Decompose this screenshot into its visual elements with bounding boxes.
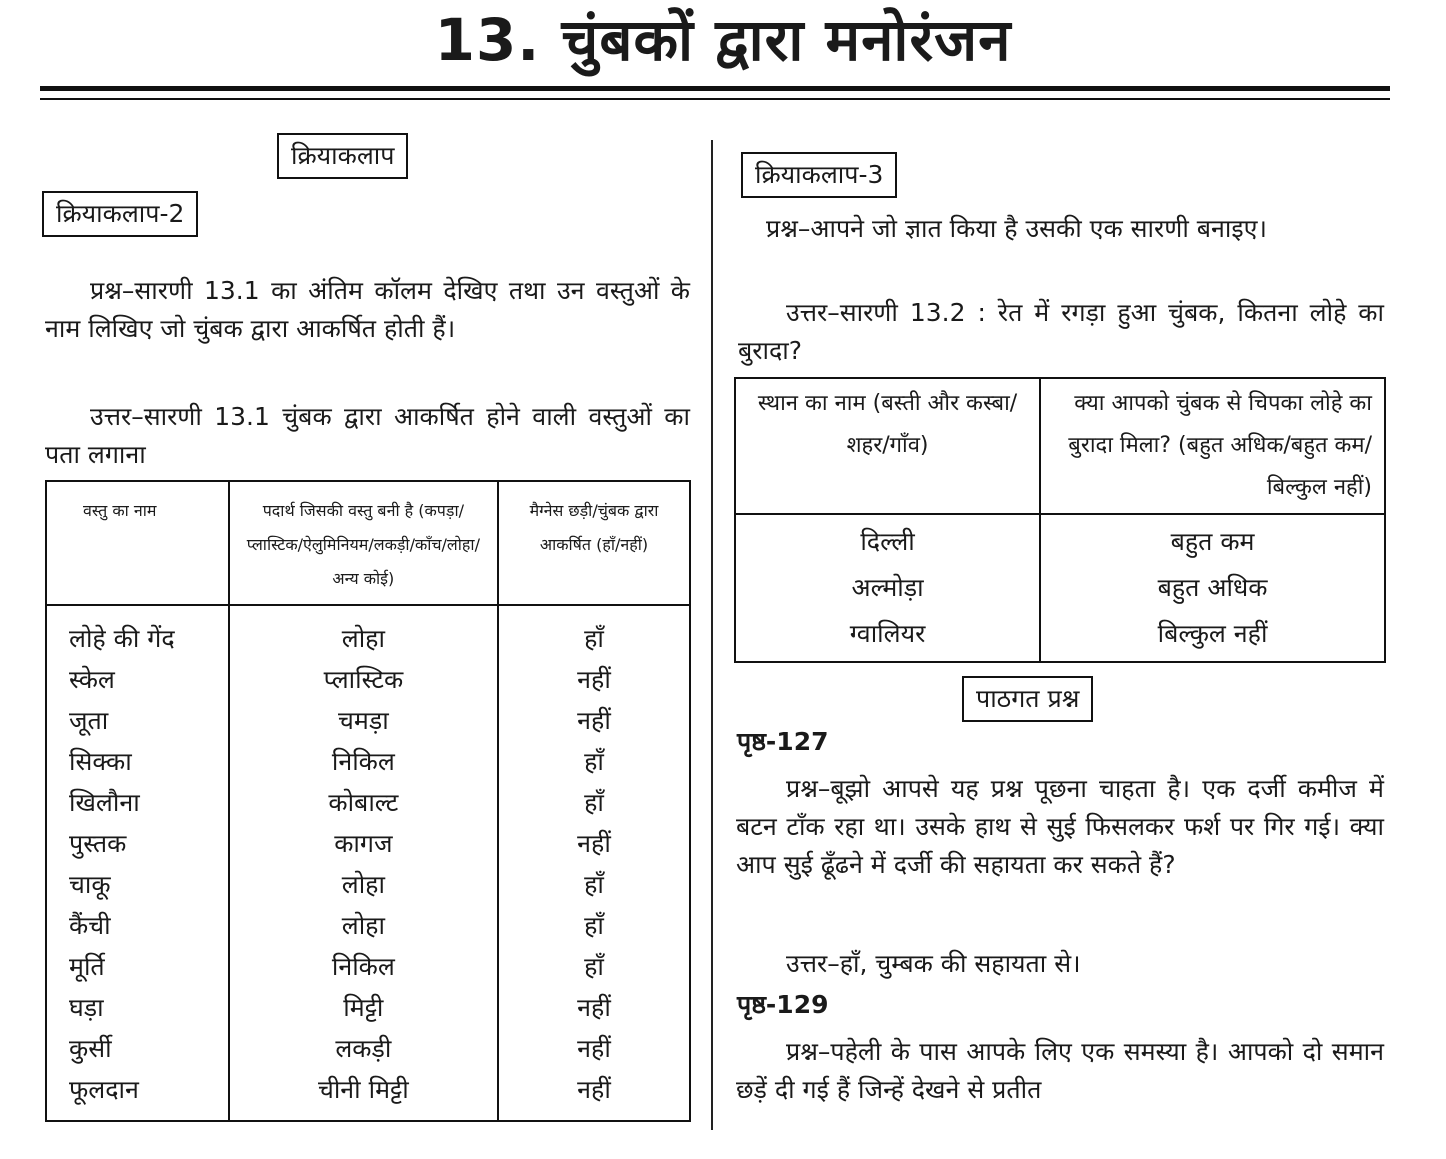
table-row — [46, 700, 690, 741]
object-name: पुस्तक — [46, 823, 229, 864]
table-row — [46, 823, 690, 864]
attracted: हाँ — [498, 864, 690, 905]
table-row — [46, 987, 690, 1028]
attracted: हाँ — [498, 605, 690, 659]
activity-2-label: क्रियाकलाप-2 — [42, 191, 198, 237]
attracted: नहीं — [498, 823, 690, 864]
object-name: लोहे की गेंद — [46, 605, 229, 659]
activity-3-question: प्रश्न–आपने जो ज्ञात किया है उसकी एक सारणी बनाइए। — [766, 214, 1267, 243]
table-13-1-header-material: पदार्थ जिसकी वस्तु बनी है (कपड़ा/प्लास्टिक/ऐलुमिनियम/लकड़ी/काँच/लोहा/अन्य कोई) — [229, 481, 498, 605]
table-row — [46, 782, 690, 823]
answer-page-127: उत्तर–हाँ, चुम्बक की सहायता से। — [786, 949, 1081, 978]
attracted: नहीं — [498, 700, 690, 741]
object-name: जूता — [46, 700, 229, 741]
table-13-2 — [734, 377, 1386, 663]
object-name: स्केल — [46, 659, 229, 700]
attracted: हाँ — [498, 782, 690, 823]
object-name: फूलदान — [46, 1069, 229, 1121]
section-heading-textual-questions: पाठगत प्रश्न — [962, 676, 1093, 722]
page-129-label: पृष्ठ-129 — [737, 990, 829, 1019]
attracted: हाँ — [498, 741, 690, 782]
attracted: नहीं — [498, 987, 690, 1028]
table-row — [46, 1028, 690, 1069]
activity-3-label: क्रियाकलाप-3 — [741, 152, 897, 198]
table-13-1-header-object: वस्तु का नाम — [46, 481, 229, 605]
activity-2-question: प्रश्न–सारणी 13.1 का अंतिम कॉलम देखिए तथा उन वस्तुओं के नाम लिखिए जो चुंबक द्वारा आकर्षित होती हैं। — [45, 276, 690, 343]
object-name: कैंची — [46, 905, 229, 946]
table-row — [46, 605, 690, 659]
material: निकिल — [229, 741, 498, 782]
material: प्लास्टिक — [229, 659, 498, 700]
table-row — [46, 659, 690, 700]
attracted: नहीं — [498, 659, 690, 700]
place-name: ग्वालियर — [735, 611, 1040, 662]
table-13-2-header-place: स्थान का नाम (बस्ती और कस्बा/शहर/गाँव) — [735, 378, 1040, 514]
material: लोहा — [229, 864, 498, 905]
attracted: हाँ — [498, 905, 690, 946]
section-heading-activity: क्रियाकलाप — [277, 133, 408, 179]
question-page-127: प्रश्न–बूझो आपसे यह प्रश्न पूछना चाहता है। एक दर्जी कमीज में बटन टाँक रहा था। उसके हाथ से सुई फिसलकर फर्श पर गिर गई। क्या आप सुई ढूँढने में दर्जी की सहायता कर सकते हैं? — [736, 774, 1384, 879]
table-row — [735, 514, 1385, 565]
activity-3-answer: उत्तर–सारणी 13.2 : रेत में रगड़ा हुआ चुंबक, कितना लोहे का बुरादा? — [738, 298, 1384, 365]
title-rule-thin — [40, 98, 1390, 100]
attracted: नहीं — [498, 1028, 690, 1069]
table-row — [735, 565, 1385, 611]
object-name: चाकू — [46, 864, 229, 905]
title-rule — [40, 86, 1390, 91]
question-page-129: प्रश्न–पहेली के पास आपके लिए एक समस्या है। आपको दो समान छड़ें दी गई हैं जिन्हें देखने से प्रतीत — [736, 1037, 1384, 1104]
object-name: कुर्सी — [46, 1028, 229, 1069]
material: लोहा — [229, 605, 498, 659]
material: चीनी मिट्टी — [229, 1069, 498, 1121]
table-13-1-header-attracted: मैग्नेस छड़ी/चुंबक द्वारा आकर्षित (हाँ/नहीं) — [498, 481, 690, 605]
object-name: मूर्ति — [46, 946, 229, 987]
table-row — [46, 864, 690, 905]
object-name: सिक्का — [46, 741, 229, 782]
attracted: नहीं — [498, 1069, 690, 1121]
place-name: दिल्ली — [735, 514, 1040, 565]
attracted: हाँ — [498, 946, 690, 987]
table-row — [46, 946, 690, 987]
table-row — [46, 905, 690, 946]
material: चमड़ा — [229, 700, 498, 741]
place-name: अल्मोड़ा — [735, 565, 1040, 611]
table-row — [46, 1069, 690, 1121]
filings-amount: बिल्कुल नहीं — [1040, 611, 1385, 662]
object-name: घड़ा — [46, 987, 229, 1028]
material: लोहा — [229, 905, 498, 946]
table-13-1 — [45, 480, 691, 1122]
material: कोबाल्ट — [229, 782, 498, 823]
chapter-title: 13. चुंबकों द्वारा मनोरंजन — [434, 6, 1012, 74]
material: कागज — [229, 823, 498, 864]
object-name: खिलौना — [46, 782, 229, 823]
table-row — [735, 611, 1385, 662]
material: लकड़ी — [229, 1028, 498, 1069]
filings-amount: बहुत कम — [1040, 514, 1385, 565]
material: निकिल — [229, 946, 498, 987]
table-row — [46, 741, 690, 782]
column-divider — [711, 140, 713, 1130]
table-13-2-header-filings: क्या आपको चुंबक से चिपका लोहे का बुरादा मिला? (बहुत अधिक/बहुत कम/बिल्कुल नहीं) — [1040, 378, 1385, 514]
page-127-label: पृष्ठ-127 — [737, 727, 829, 756]
filings-amount: बहुत अधिक — [1040, 565, 1385, 611]
activity-2-answer: उत्तर–सारणी 13.1 चुंबक द्वारा आकर्षित होने वाली वस्तुओं का पता लगाना — [45, 402, 690, 469]
material: मिट्टी — [229, 987, 498, 1028]
